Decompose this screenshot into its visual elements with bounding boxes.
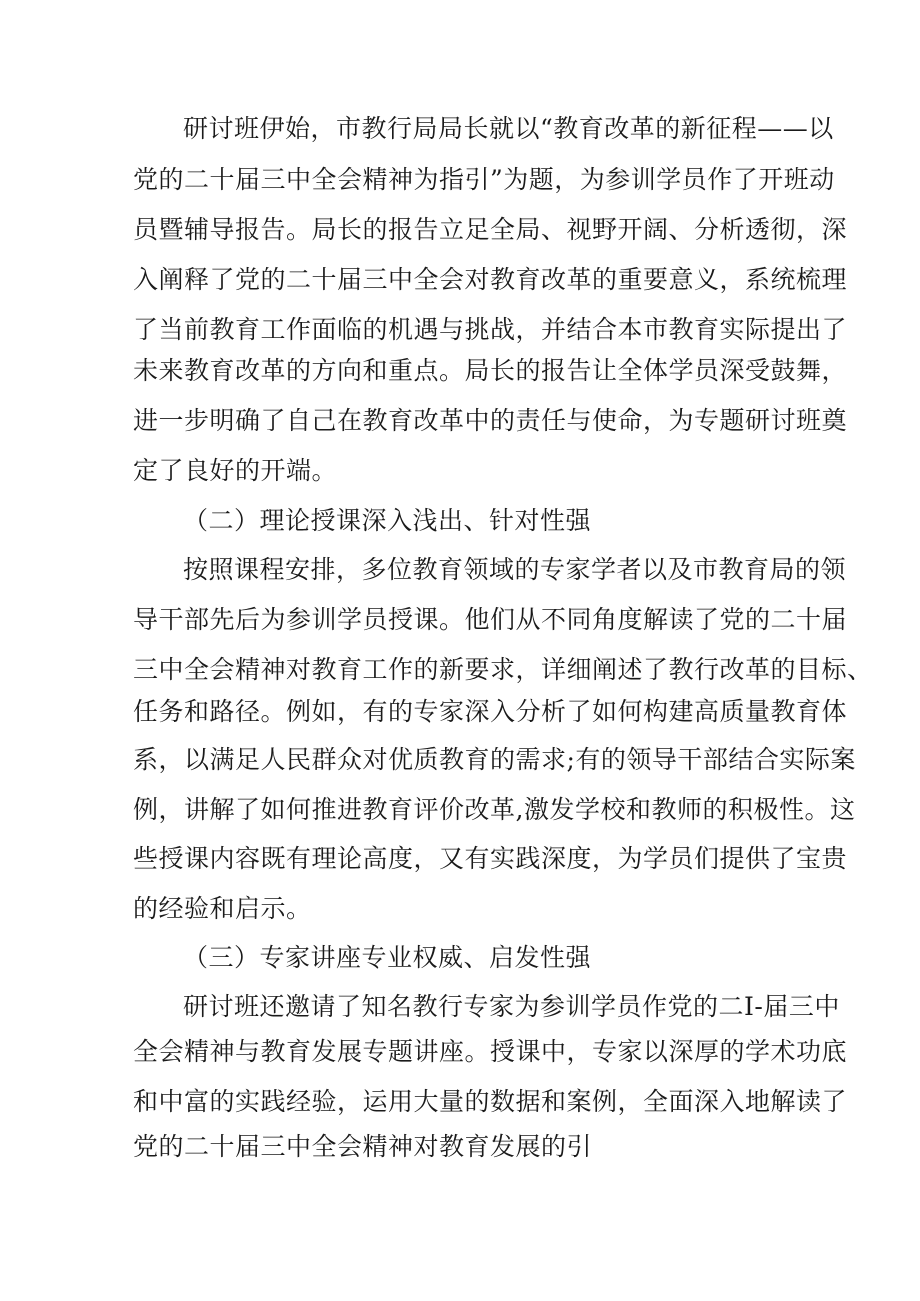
paragraph-1-line-3: 员暨辅导报告。局长的报告立足全局、视野开阔、分析透彻，深 — [133, 215, 848, 244]
paragraph-1-line-1: 研讨班伊始，市教行局局长就以“教育改革的新征程——以 — [183, 114, 834, 143]
paragraph-1-line-2: 党的二十届三中全会精神为指引”为题，为参训学员作了开班动 — [133, 165, 835, 194]
paragraph-2-line-8: 的经验和启示。 — [133, 894, 312, 923]
paragraph-3-line-4: 党的二十届三中全会精神对教育发展的引 — [133, 1132, 593, 1161]
paragraph-2-line-6: 例，讲解了如何推进教育评价改革,激发学校和教师的积极性。这 — [133, 795, 856, 824]
section-heading-3: （三）专家讲座专业权威、启发性强 — [183, 943, 592, 972]
paragraph-3-line-2: 全会精神与教育发展专题讲座。授课中，专家以深厚的学术功底 — [133, 1037, 848, 1066]
paragraph-2-line-7: 些授课内容既有理论高度，又有实践深度，为学员们提供了宝贵 — [133, 844, 848, 873]
paragraph-1-line-4: 入阐释了党的二十届三中全会对教育改革的重要意义，系统梳理 — [133, 265, 848, 294]
paragraph-2-line-1: 按照课程安排，多位教育领域的专家学者以及市教育局的领 — [183, 555, 847, 584]
paragraph-1-line-8: 定了良好的开端。 — [133, 456, 338, 485]
paragraph-1-line-7: 进一步明确了自己在教育改革中的责任与使命，为专题研讨班奠 — [133, 406, 848, 435]
paragraph-3-line-1: 研讨班还邀请了知名教行专家为参训学员作党的二I-届三中 — [183, 992, 840, 1021]
paragraph-2-line-4: 任务和路径。例如，有的专家深入分析了如何构建高质量教育体 — [133, 697, 848, 726]
paragraph-2-line-3: 三中全会精神对教育工作的新要求，详细阐述了教行改革的目标、 — [133, 655, 873, 684]
paragraph-1-line-5: 了当前教育工作面临的机遇与挑战，并结合本市教育实际提出了 — [133, 315, 848, 344]
paragraph-3-line-3: 和中富的实践经验，运用大量的数据和案例，全面深入地解读了 — [133, 1087, 848, 1116]
paragraph-1-line-6: 未来教育改革的方向和重点。局长的报告让全体学员深受鼓舞， — [133, 356, 848, 385]
paragraph-2-line-2: 导干部先后为参训学员授课。他们从不同角度解读了党的二十届 — [133, 605, 848, 634]
section-heading-2: （二）理论授课深入浅出、针对性强 — [183, 506, 592, 535]
paragraph-2-line-5: 系，以满足人民群众对优质教育的需求;有的领导干部结合实际案 — [133, 745, 856, 774]
